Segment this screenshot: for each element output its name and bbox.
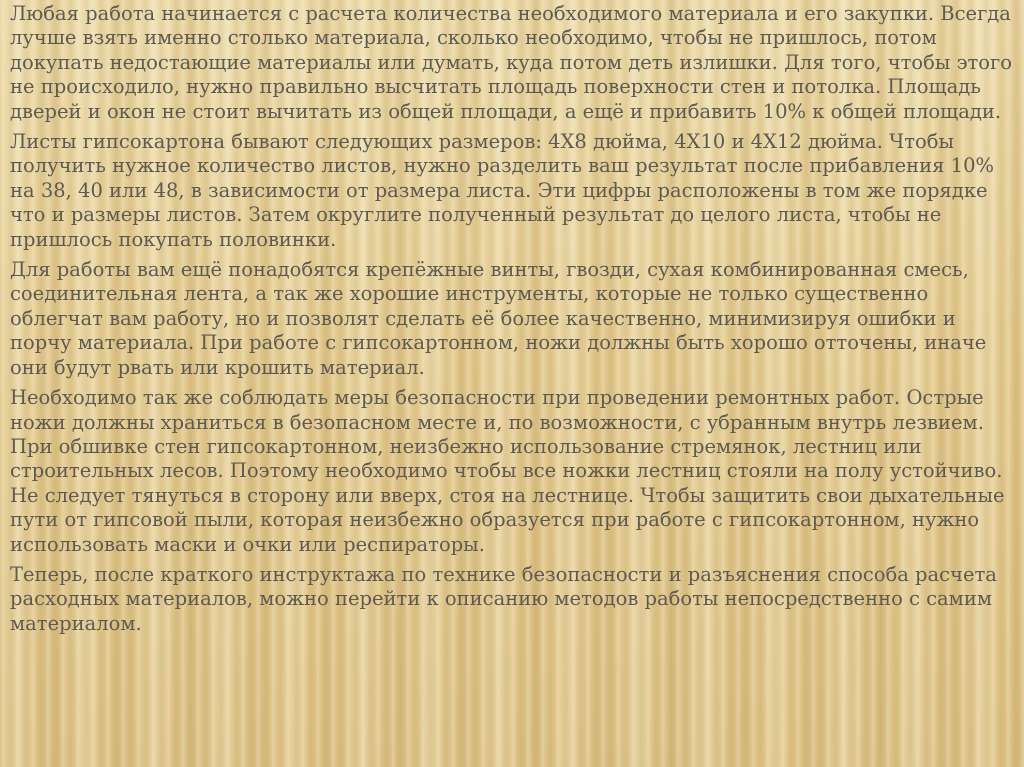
paragraph-tools-and-fasteners: Для работы вам ещё понадобятся крепёжные винты, гвозди, сухая комбинированная смесь, соединительная лента, а так же хорошие инструменты, которые не только существенно облегчат вам работу, но и позволят сделать её более качественно, минимизируя ошибки и порчу материала. При работе с гипсокартонном, ножи должны быть хорошо отточены, иначе они будут рвать или крошить материал. [10, 258, 987, 379]
paragraph-conclusion: Теперь, после краткого инструктажа по технике безопасности и разъяснения способа расчета расходных материалов, можно перейти к описанию методов работы непосредственно с самим материалом. [10, 562, 997, 635]
slide-body-text [10, 2, 1014, 642]
paragraph-sheet-sizes: Листы гипсокартона бывают следующих размеров: 4X8 дюйма, 4X10 и 4X12 дюйма. Чтобы получить нужное количество листов, нужно разделить ваш результат после прибавления 10% на 38, 40 или 48, в зависимости от размера листа. Эти цифры расположены в том же порядке что и размеры листов. Затем округлите полученный результат до целого листа, чтобы не пришлось покупать половинки. [10, 130, 995, 251]
paragraph-material-calculation: Любая работа начинается с расчета количества необходимого материала и его закупки. Всегда лучше взять именно столько материала, сколько необходимо, чтобы не пришлось, потом докупать недостающие материалы или думать, куда потом деть излишки. Для того, чтобы этого не происходило, нужно правильно высчитать площадь поверхности стен и потолка. Площадь дверей и окон не стоит вычитать из общей площади, а ещё и прибавить 10% к общей площади. [10, 2, 1012, 123]
paragraph-safety-measures: Необходимо так же соблюдать меры безопасности при проведении ремонтных работ. Острые ножи должны храниться в безопасном месте и, по возможности, с убранным внутрь лезвием. При обшивке стен гипсокартонном, неизбежно использование стремянок, лестниц или строительных лесов. Поэтому необходимо чтобы все ножки лестниц стояли на полу устойчиво. Не следует тянуться в сторону или вверх, стоя на лестнице. Чтобы защитить свои дыхательные пути от гипсовой пыли, которая неизбежно образуется при работе с гипсокартонном, нужно использовать маски и очки или респираторы. [10, 386, 1005, 556]
